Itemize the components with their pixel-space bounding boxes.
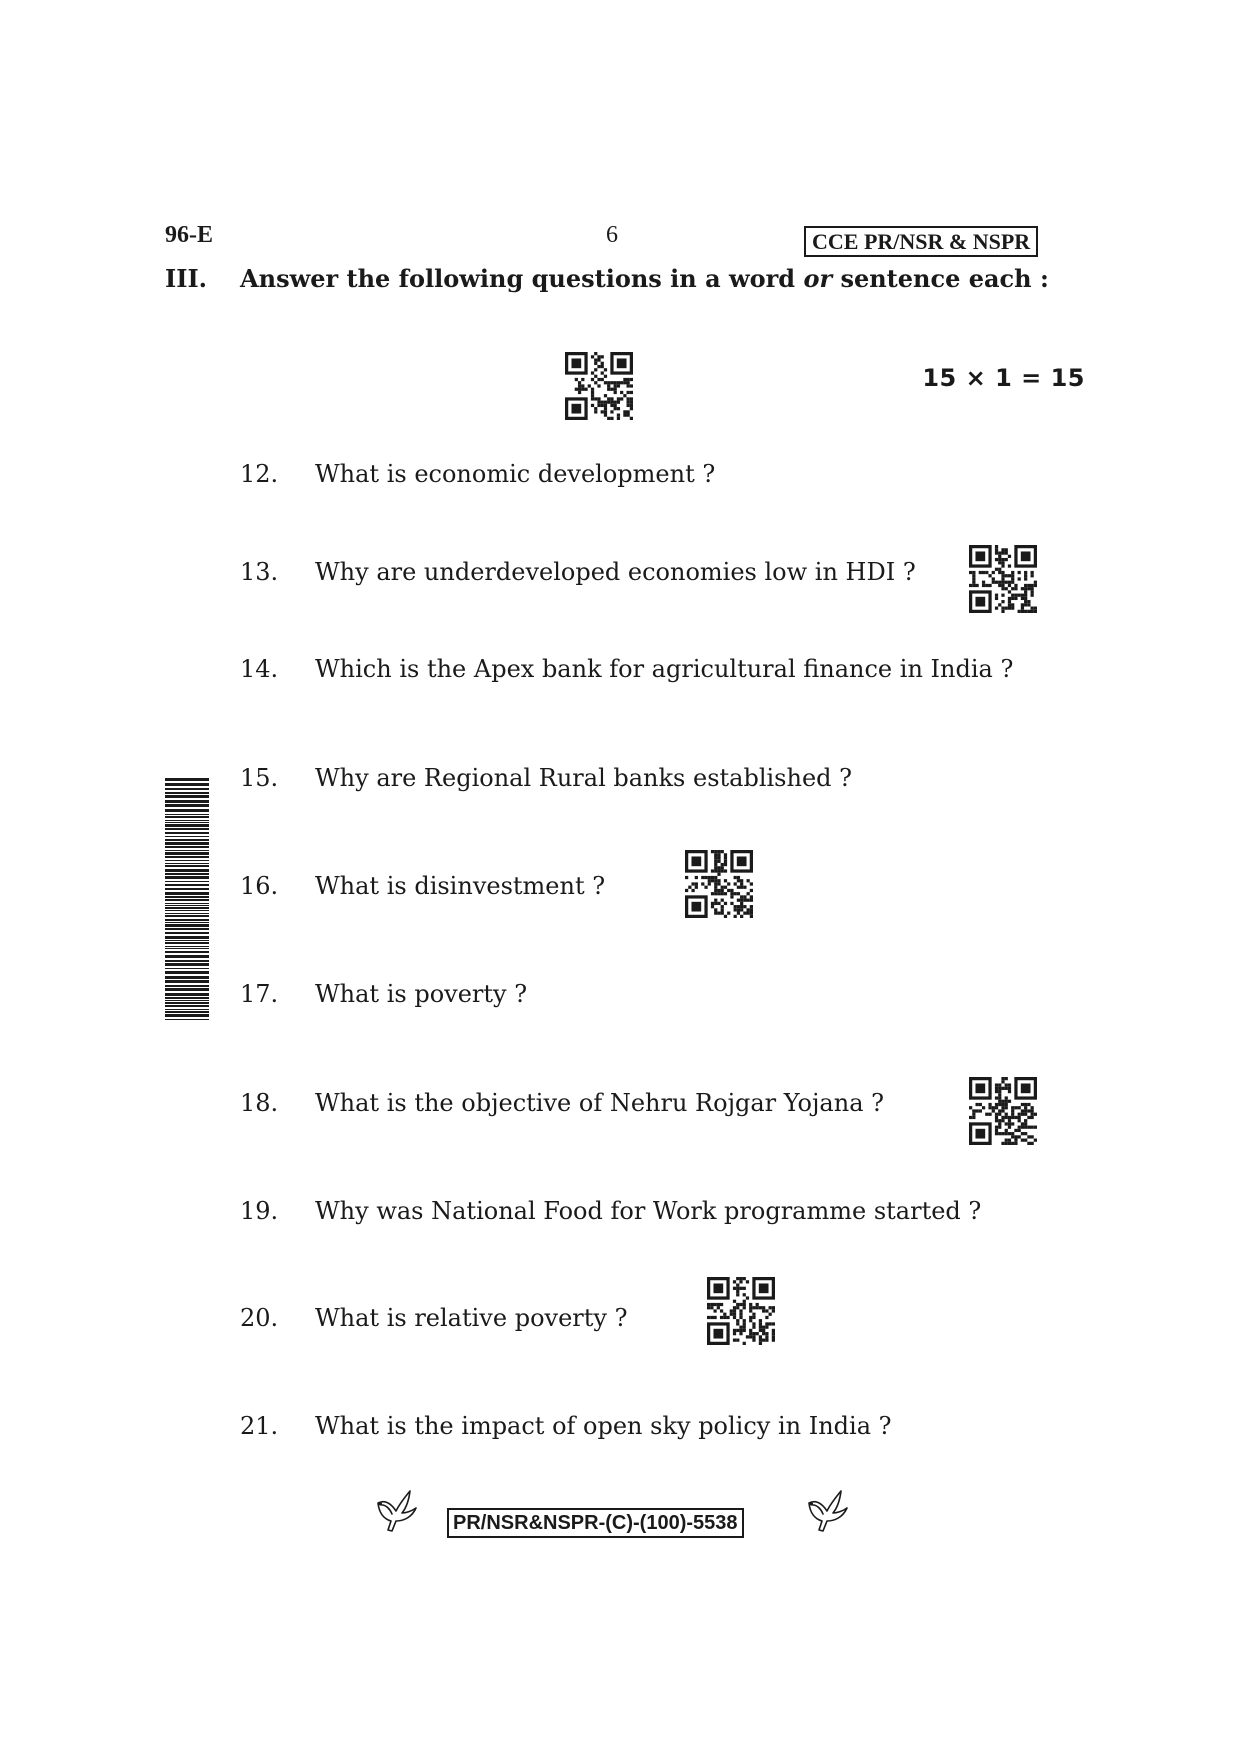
question-21 [240, 1412, 892, 1440]
section-instruction-italic: or [803, 264, 833, 293]
question-number: 20. [240, 1304, 279, 1332]
marks-allocation: 15 × 1 = 15 [922, 364, 1085, 392]
section-heading [165, 264, 1049, 293]
question-14 [240, 655, 1013, 683]
question-number: 17. [240, 980, 279, 1008]
question-text: Why are Regional Rural banks established ? [315, 764, 853, 792]
qr-code-icon [706, 1277, 776, 1345]
question-number: 14. [240, 655, 279, 683]
question-13 [240, 558, 916, 586]
section-instruction-part: Answer the following questions in a word [240, 264, 804, 293]
footer-code: PR/NSR&NSPR-(C)-(100)-5538 [447, 1508, 744, 1538]
exam-code-box: CCE PR/NSR & NSPR [804, 226, 1038, 257]
paper-code: 96-E [165, 222, 213, 248]
dove-icon [372, 1483, 420, 1535]
question-number: 21. [240, 1412, 279, 1440]
question-text: Which is the Apex bank for agricultural finance in India ? [315, 655, 1014, 683]
qr-code-icon [564, 352, 634, 420]
question-number: 18. [240, 1089, 279, 1117]
question-text: Why was National Food for Work programme started ? [315, 1197, 982, 1225]
section-number: III. [165, 264, 208, 293]
qr-code-icon [968, 545, 1038, 613]
question-number: 19. [240, 1197, 279, 1225]
section-instruction [240, 264, 1049, 293]
question-16 [240, 872, 605, 900]
section-instruction-part: sentence each : [832, 264, 1049, 293]
dove-icon [803, 1483, 851, 1535]
question-12 [240, 460, 715, 488]
question-text: What is the impact of open sky policy in India ? [315, 1412, 892, 1440]
question-18 [240, 1089, 884, 1117]
question-number: 16. [240, 872, 279, 900]
question-text: What is relative poverty ? [315, 1304, 628, 1332]
question-text: Why are underdeveloped economies low in HDI ? [315, 558, 916, 586]
question-text: What is the objective of Nehru Rojgar Yojana ? [315, 1089, 885, 1117]
qr-code-icon [968, 1077, 1038, 1145]
question-17 [240, 980, 527, 1008]
question-number: 13. [240, 558, 279, 586]
page-number: 6 [606, 222, 618, 248]
question-19 [240, 1197, 981, 1225]
question-number: 15. [240, 764, 279, 792]
question-text: What is disinvestment ? [315, 872, 606, 900]
question-20 [240, 1304, 627, 1332]
question-15 [240, 764, 852, 792]
qr-code-icon [684, 850, 754, 918]
question-text: What is poverty ? [315, 980, 528, 1008]
barcode-icon [165, 778, 209, 1020]
question-text: What is economic development ? [315, 460, 716, 488]
question-number: 12. [240, 460, 279, 488]
